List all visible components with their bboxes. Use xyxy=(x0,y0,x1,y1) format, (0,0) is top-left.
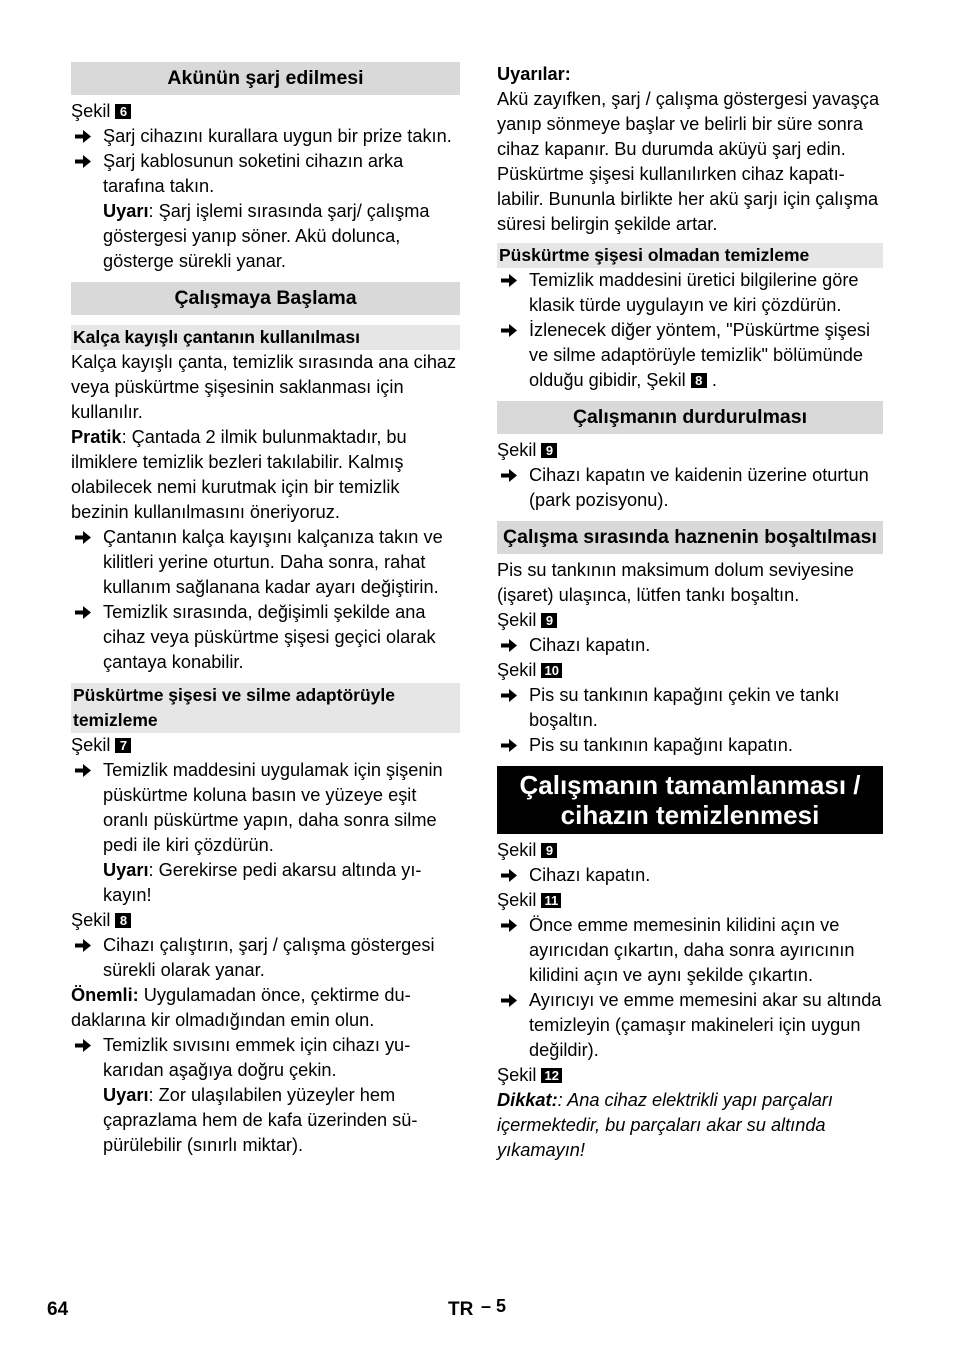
paragraph: Kalça kayışlı çanta, temizlik sırasında ana cihaz veya püskürtme şişesinin saklanması için kullanılır. xyxy=(71,352,457,422)
list-item: İzlenecek diğer yöntem, "Püskürtme şişesi ve silme adaptörüyle temizlik" bölümünde olduğu gibidir, Şekil 8 . xyxy=(497,318,883,393)
section-heading-start: Çalışmaya Başlama xyxy=(71,282,460,315)
paragraph: Pis su tankının maksimum dolum seviyesine (işaret) ulaşınca, lütfen tankı boşaltın. xyxy=(497,560,854,605)
page-number: 64 xyxy=(47,1299,69,1320)
arrow-right-icon xyxy=(73,149,95,174)
paragraph: Akü zayıfken, şarj / çalışma göstergesi yavaşça yanıp sönmeye başlar ve belirli bir süre sonra cihaz kapanır. Bu durumda aküyü şarj edin. xyxy=(497,89,880,159)
figure-ref-8: Şekil 8 xyxy=(71,908,460,933)
arrow-right-icon xyxy=(73,600,95,625)
list-item: Pis su tankının kapağını kapatın. xyxy=(497,733,883,758)
paragraph: Püskürtme şişesi kullanılırken cihaz kapatılabilir. Bununla birlikte her akü şarjı için çalışma süresi belirgin şekilde artar. xyxy=(497,164,879,234)
figure-ref-6: Şekil 6 xyxy=(71,99,460,124)
figure-ref-7: Şekil 7 xyxy=(71,733,460,758)
left-column xyxy=(71,62,460,1158)
arrow-right-icon xyxy=(73,525,95,550)
subheading-without-bottle: Püskürtme şişesi olmadan temizleme xyxy=(497,243,883,268)
footer-language: TR xyxy=(448,1299,474,1320)
arrow-right-icon xyxy=(73,124,95,149)
warnings-title: Uyarılar: xyxy=(497,64,571,84)
arrow-right-icon xyxy=(499,633,521,658)
arrow-right-icon xyxy=(73,1033,95,1058)
arrow-right-icon xyxy=(73,933,95,958)
right-column xyxy=(497,62,883,1163)
figure-ref-9: Şekil 9 xyxy=(497,438,883,463)
caution-note: Dikkat:: Ana cihaz elektrikli yapı parçaları içermektedir, bu parçaları akar su altında yıkamayın! xyxy=(497,1090,833,1160)
section-heading-charging: Akünün şarj edilmesi xyxy=(71,62,460,95)
section-heading-empty-tank: Çalışma sırasında haznenin boşaltılması xyxy=(497,521,883,554)
chapter-heading-finish: Çalışmanın tamamlanması / cihazın temizlenmesi xyxy=(497,766,883,834)
footer-section: – 5 xyxy=(481,1296,507,1316)
list-item: Cihazı kapatın ve kaidenin üzerine oturtun (park pozisyonu). xyxy=(497,463,883,513)
list-item: Temizlik sırasında, değişimli şekilde ana cihaz veya püskürtme şişesi geçici olarak çantaya konabilir. xyxy=(71,600,460,675)
arrow-right-icon xyxy=(499,733,521,758)
paragraph-tip: Pratik: Çantada 2 ilmik bulunmaktadır, bu ilmiklere temizlik bezleri takılabilir. Kalmış olabilecek nemi kurutmak için bir temizlik bezinin kullanılmasını öneriyoruz. xyxy=(71,427,407,522)
list-item: Temizlik maddesini üretici bilgilerine göre klasik türde uygulayın ve kiri çözdürün. xyxy=(497,268,883,318)
figure-ref-12: Şekil 12 xyxy=(497,1063,883,1088)
list-item: Çantanın kalça kayışını kalçanıza takın ve kilitleri yerine oturtun. Daha sonra, rahat kullanım sağlanana kadar ayarı değiştirin. xyxy=(71,525,460,600)
subheading-hip-bag: Kalça kayışlı çantanın kullanılması xyxy=(71,325,460,350)
subheading-spray-bottle: Püskürtme şişesi ve silme adaptörüyle temizleme xyxy=(71,683,460,733)
list-item: Ayırıcıyı ve emme memesini akar su altında temizleyin (çamaşır makineleri için uygun değildir). xyxy=(497,988,883,1063)
arrow-right-icon xyxy=(499,318,521,343)
arrow-right-icon xyxy=(499,913,521,938)
arrow-right-icon xyxy=(499,863,521,888)
arrow-right-icon xyxy=(499,463,521,488)
paragraph-important: Önemli: Uygulamadan önce, çektirme dudaklarına kir olmadığından emin olun. xyxy=(71,985,411,1030)
list-item: Cihazı çalıştırın, şarj / çalışma göstergesi sürekli olarak yanar. xyxy=(71,933,460,983)
section-heading-stop: Çalışmanın durdurulması xyxy=(497,401,883,434)
list-item: Cihazı kapatın. xyxy=(497,863,883,888)
list-item: Şarj kablosunun soketini cihazın arka tarafına takın. Uyarı: Şarj işlemi sırasında şarj/ çalışma göstergesi yanıp söner. Akü dolunca, gösterge sürekli yanar. xyxy=(71,149,460,274)
list-item: Temizlik sıvısını emmek için cihazı yukarıdan aşağıya doğru çekin. Uyarı: Zor ulaşılabilen yüzeyler hem çaprazlama hem de kafa üzerinden süpürülebilir (sınırlı miktar). xyxy=(71,1033,460,1158)
list-item: Şarj cihazını kurallara uygun bir prize takın. xyxy=(71,124,460,149)
figure-ref-9: Şekil 9 xyxy=(497,838,883,863)
arrow-right-icon xyxy=(73,758,95,783)
figure-ref-9: Şekil 9 xyxy=(497,608,883,633)
list-item: Temizlik maddesini uygulamak için şişenin püskürtme koluna basın ve yüzeye eşit oranlı püskürtme yapın, daha sonra silme pedi ile kiri çözdürün. Uyarı: Gerekirse pedi akarsu altında yıkayın! xyxy=(71,758,460,908)
figure-ref-11: Şekil 11 xyxy=(497,888,883,913)
arrow-right-icon xyxy=(499,988,521,1013)
arrow-right-icon xyxy=(499,683,521,708)
figure-ref-10: Şekil 10 xyxy=(497,658,883,683)
list-item: Önce emme memesinin kilidini açın ve ayırıcıdan çıkartın, daha sonra ayırıcının kilidini açın ve aynı şekilde çıkartın. xyxy=(497,913,883,988)
list-item: Cihazı kapatın. xyxy=(497,633,883,658)
list-item: Pis su tankının kapağını çekin ve tankı boşaltın. xyxy=(497,683,883,733)
arrow-right-icon xyxy=(499,268,521,293)
